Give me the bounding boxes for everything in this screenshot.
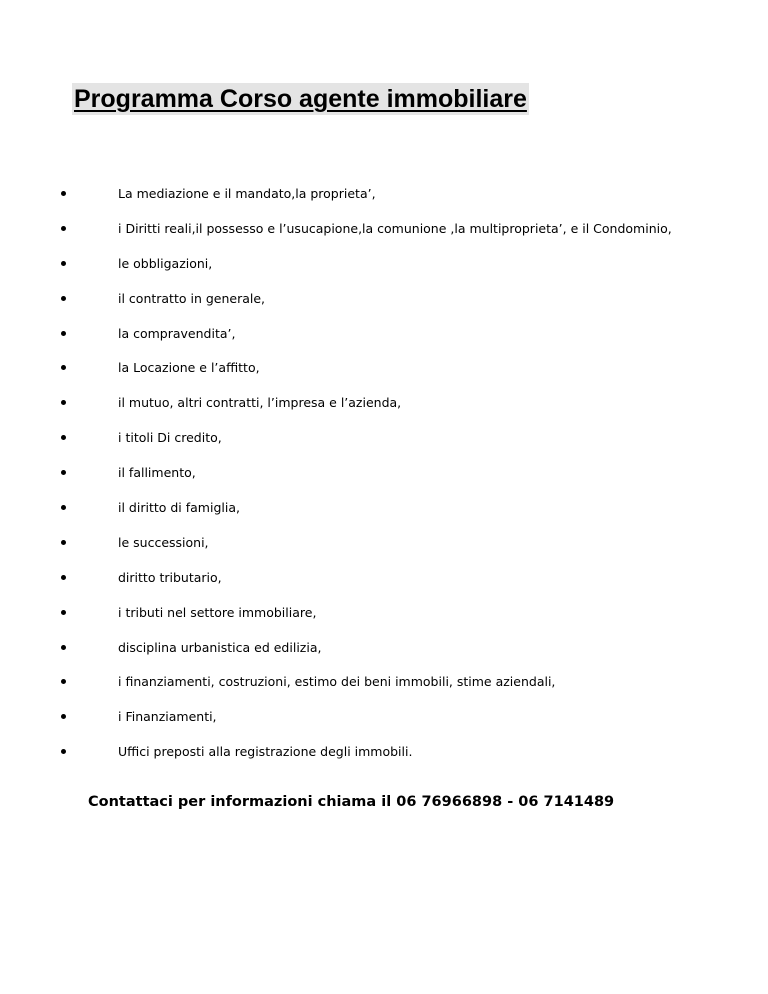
list-item-text: disciplina urbanistica ed edilizia, xyxy=(118,639,322,655)
list-item xyxy=(0,676,768,711)
list-item xyxy=(0,220,768,258)
list-item xyxy=(0,604,768,642)
list-item xyxy=(0,255,768,293)
bullet-icon xyxy=(61,261,66,266)
list-item xyxy=(0,569,768,607)
bullet-icon xyxy=(61,331,66,336)
list-item-text: i tributi nel settore immobiliare, xyxy=(118,604,317,620)
bullet-icon xyxy=(61,226,66,231)
bullet-icon xyxy=(61,749,66,754)
title-block xyxy=(72,83,529,115)
list-item xyxy=(0,325,768,363)
list-item-text: le obbligazioni, xyxy=(118,255,213,271)
list-item xyxy=(0,467,768,502)
list-item-text: la compravendita’, xyxy=(118,325,236,341)
bullet-icon xyxy=(61,645,66,650)
bullet-icon xyxy=(61,296,66,301)
list-item-text: le successioni, xyxy=(118,534,209,550)
list-item xyxy=(0,639,768,677)
list-item-text: diritto tributario, xyxy=(118,569,222,585)
list-item xyxy=(0,188,768,223)
list-item xyxy=(0,397,768,432)
course-syllabus-list xyxy=(0,188,768,781)
list-item-text: i finanziamenti, costruzioni, estimo dei beni immobili, stime aziendali, xyxy=(118,674,556,690)
bullet-icon xyxy=(61,540,66,545)
list-item xyxy=(0,502,768,537)
list-item-text: la Locazione e l’affitto, xyxy=(118,360,260,376)
list-item xyxy=(0,746,768,781)
bullet-icon xyxy=(61,610,66,615)
list-item-text: La mediazione e il mandato,la proprieta’, xyxy=(118,186,376,201)
page-title: Programma Corso agente immobiliare xyxy=(74,85,527,113)
bullet-icon xyxy=(61,714,66,719)
bullet-icon xyxy=(61,575,66,580)
bullet-icon xyxy=(61,191,66,196)
list-item xyxy=(0,534,768,572)
list-item xyxy=(0,711,768,746)
bullet-icon xyxy=(61,435,66,440)
list-item xyxy=(0,290,768,328)
list-item-text: i titoli Di credito, xyxy=(118,430,222,446)
bullet-icon xyxy=(61,365,66,370)
bullet-icon xyxy=(61,470,66,475)
list-item-text: il mutuo, altri contratti, l’impresa e l’azienda, xyxy=(118,395,402,411)
list-item-text: il diritto di famiglia, xyxy=(118,500,240,516)
list-item-text: i Finanziamenti, xyxy=(118,709,217,725)
list-item-text: il fallimento, xyxy=(118,465,196,481)
list-item-text: i Diritti reali,il possesso e l’usucapione,la comunione ,la multiproprieta’, e il Condominio, xyxy=(118,220,672,236)
list-item-text: Uffici preposti alla registrazione degli immobili. xyxy=(118,744,413,760)
bullet-icon xyxy=(61,679,66,684)
bullet-icon xyxy=(61,400,66,405)
contact-info: Contattaci per informazioni chiama il 06 76966898 - 06 7141489 xyxy=(88,794,615,810)
list-item-text: il contratto in generale, xyxy=(118,290,266,306)
list-item xyxy=(0,362,768,397)
list-item xyxy=(0,432,768,467)
bullet-icon xyxy=(61,505,66,510)
